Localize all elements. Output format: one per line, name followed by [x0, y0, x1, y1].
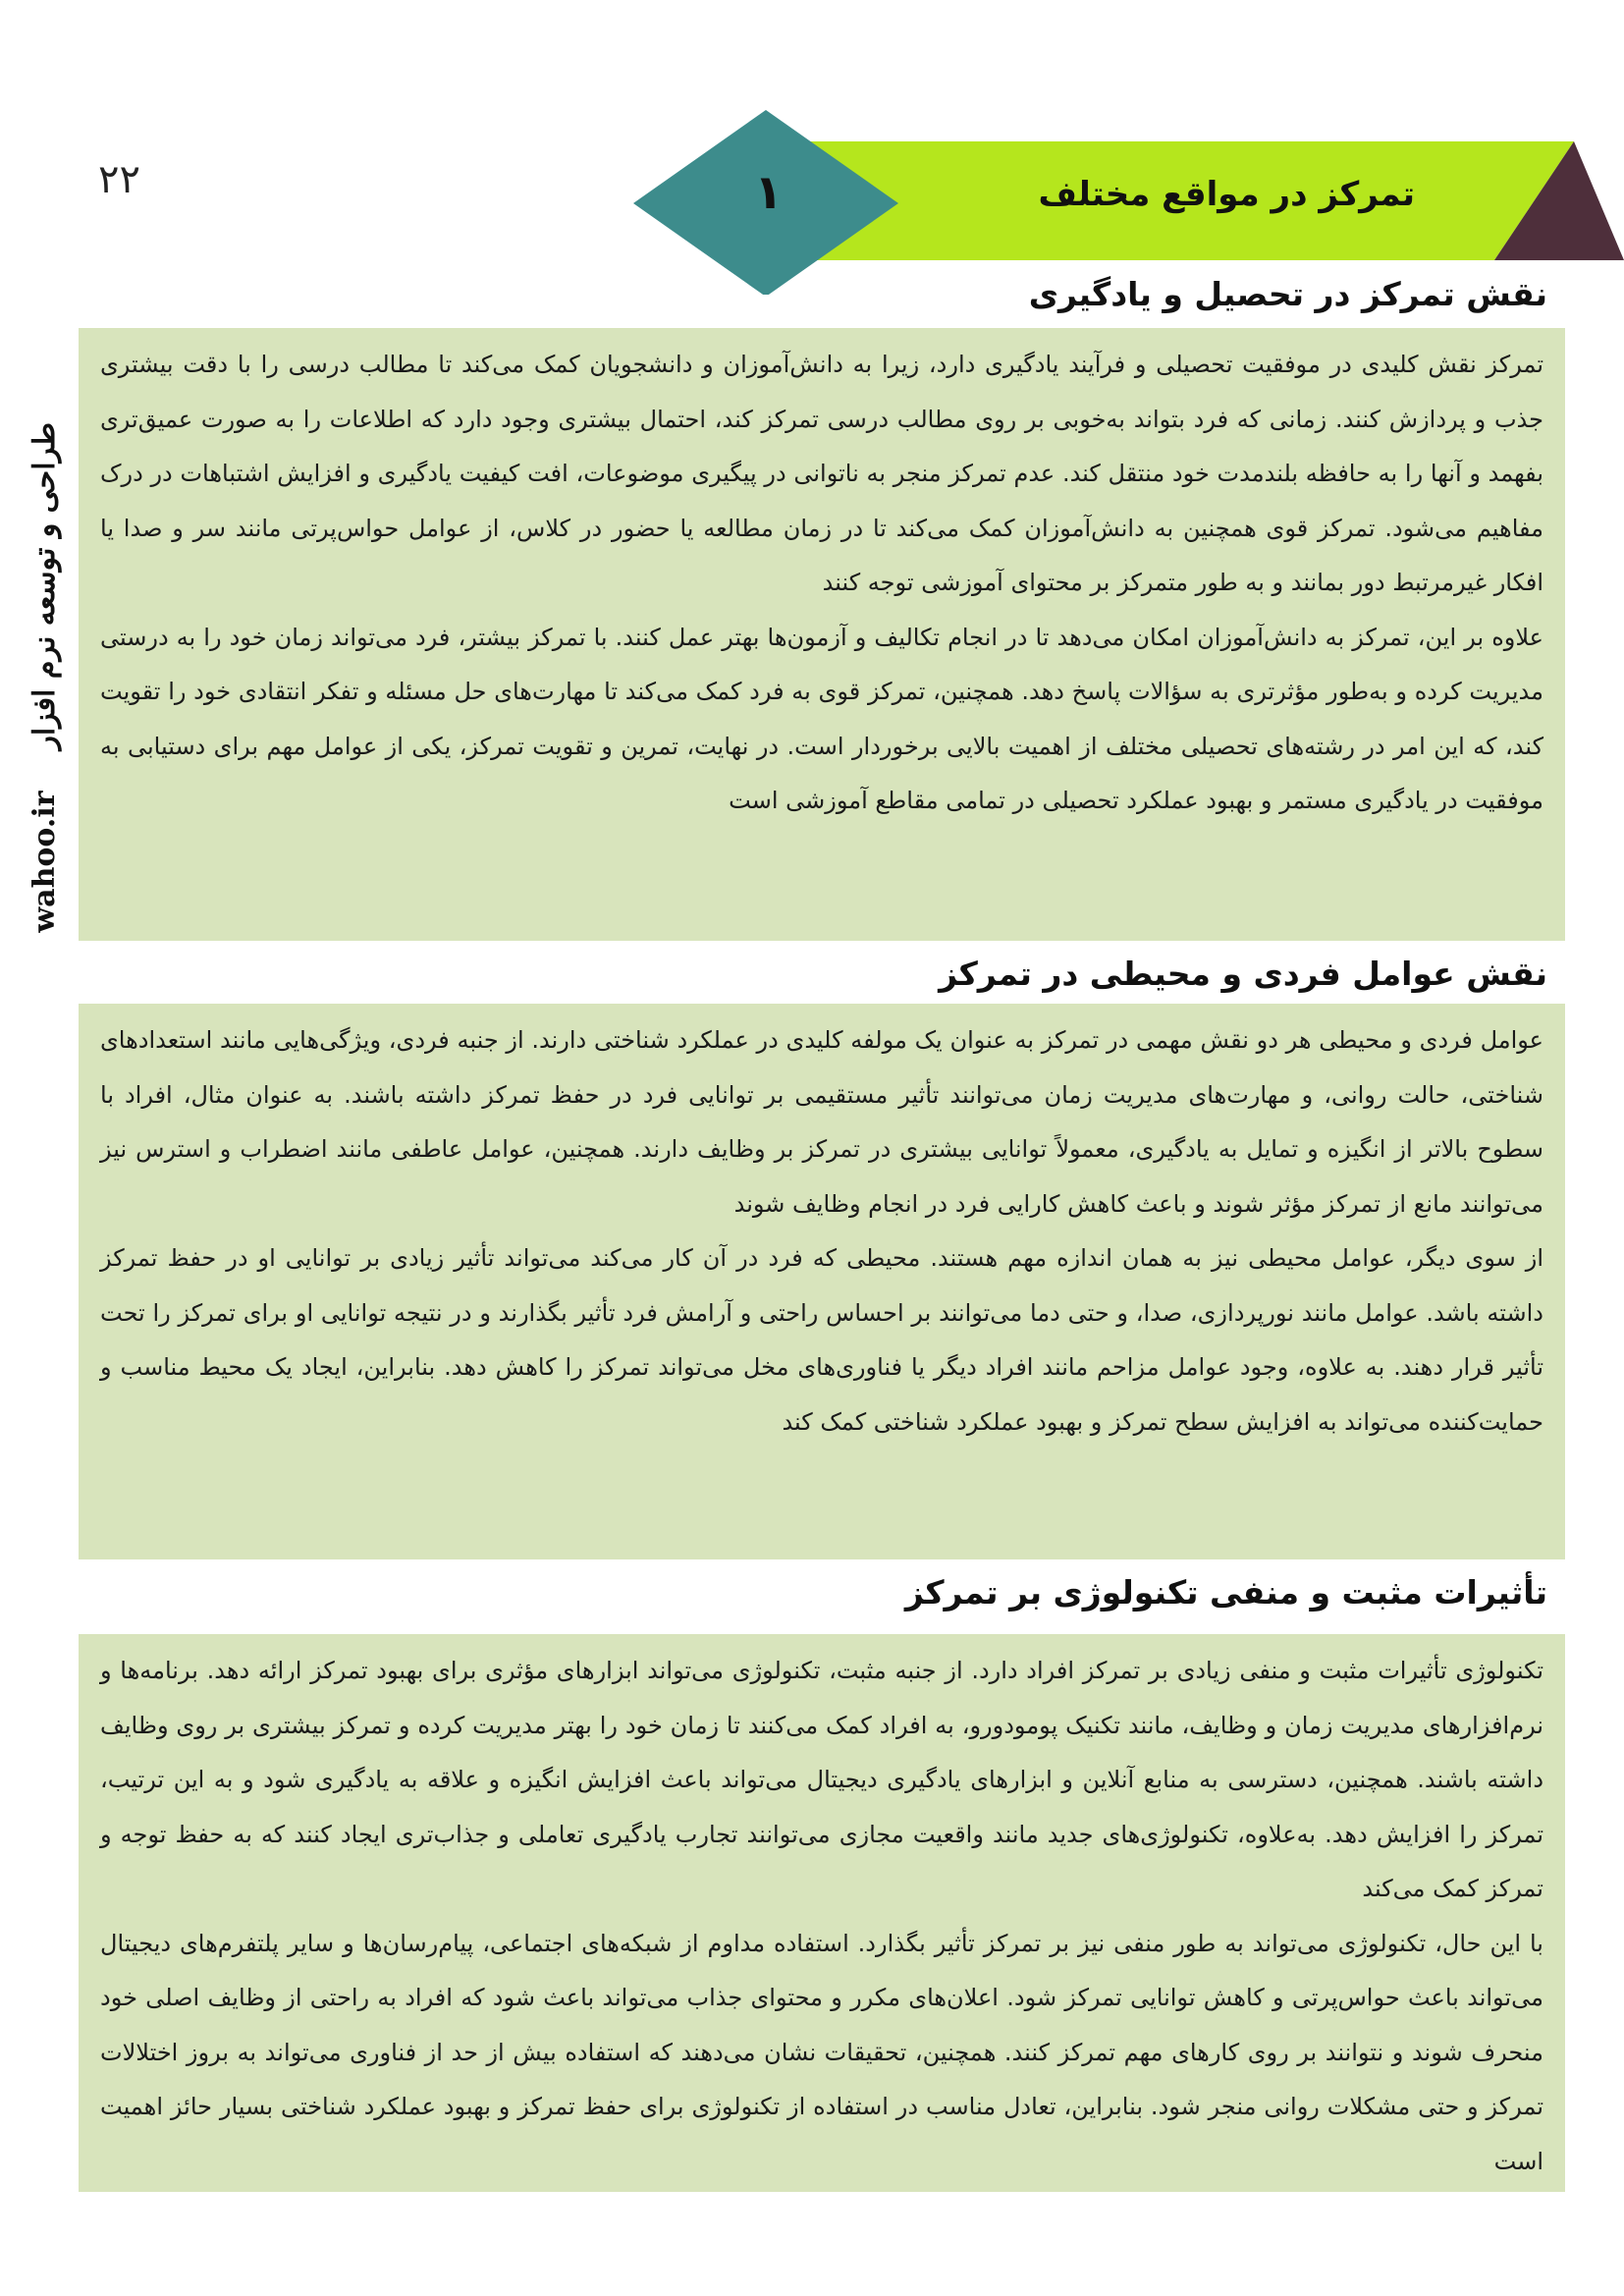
header-band — [0, 0, 1624, 295]
paragraph: علاوه بر این، تمرکز به دانش‌آموزان امکان می‌دهد تا در انجام تکالیف و آزمون‌ها بهتر عمل کنند. با تمرکز بیشتر، فرد می‌تواند زمان خود را به درستی مدیریت کرده و به‌طور مؤثرتری به سؤالات پاسخ دهد. همچنین، تمرکز قوی به فرد کمک می‌کند تا مهارت‌های حل مسئله و تفکر انتقادی خود را تقویت کند، که این امر در رشته‌های تحصیلی مختلف از اهمیت بالایی برخوردار است. در نهایت، تمرین و تقویت تمرکز، یکی از عوامل مهم برای دستیابی به موفقیت در یادگیری مستمر و بهبود عملکرد تحصیلی در تمامی مقاطع آموزشی است — [100, 623, 1543, 814]
brand-site: wahoo.ir — [27, 791, 62, 933]
paragraph: تمرکز نقش کلیدی در موفقیت تحصیلی و فرآیند یادگیری دارد، زیرا به دانش‌آموزان و دانشجویان کمک می‌کند تا مطالب درسی را با دقت بیشتری جذب و پردازش کنند. زمانی که فرد بتواند به‌خوبی بر روی مطالب درسی تمرکز کند، احتمال بیشتری وجود دارد که اطلاعات را به صورت عمیق‌تری بفهمد و آنها را به حافظه بلندمدت خود منتقل کند. عدم تمرکز منجر به ناتوانی در پیگیری موضوعات، افت کیفیت یادگیری و افزایش اشتباهات در درک مفاهیم می‌شود. تمرکز قوی همچنین به دانش‌آموزان کمک می‌کند تا در زمان مطالعه یا حضور در کلاس، از عوامل حواس‌پرتی مانند سر و صدا یا افکار غیرمرتبط دور بمانند و به طور متمرکز بر محتوای آموزشی توجه کنند — [100, 351, 1543, 596]
paragraph: با این حال، تکنولوژی می‌تواند به طور منفی نیز بر تمرکز تأثیر بگذارد. استفاده مداوم از شبکه‌های اجتماعی، پیام‌رسان‌ها و سایر پلتفرم‌های دیجیتال می‌تواند باعث حواس‌پرتی و کاهش توانایی تمرکز شود. اعلان‌های مکرر و محتوای جذاب می‌تواند باعث شود که افراد به راحتی از وظایف اصلی خود منحرف شوند و نتوانند بر روی کارهای مهم تمرکز کنند. همچنین، تحقیقات نشان می‌دهند که استفاده بیش از حد از فناوری می‌تواند به بروز اختلالات تمرکز و حتی مشکلات روانی منجر شود. بنابراین، تعادل مناسب در استفاده از تکنولوژی برای حفظ تمرکز و بهبود عملکرد شناختی بسیار حائز اهمیت است — [100, 1929, 1543, 2175]
section-box-technology — [79, 1634, 1565, 2192]
paragraph: از سوی دیگر، عوامل محیطی نیز به همان اندازه مهم هستند. محیطی که فرد در آن کار می‌کند می‌تواند تأثیر زیادی بر توانایی او در حفظ تمرکز داشته باشد. عوامل مانند نورپردازی، صدا، و حتی دما می‌توانند بر احساس راحتی و آرامش فرد تأثیر بگذارند و در نتیجه توانایی او برای تمرکز را تحت تأثیر قرار دهند. به علاوه، وجود عوامل مزاحم مانند افراد دیگر یا فناوری‌های مخل می‌تواند تمرکز را کاهش دهد. بنابراین، ایجاد یک محیط مناسب و حمایت‌کننده می‌تواند به افزایش سطح تمرکز و بهبود عملکرد شناختی کمک کند — [100, 1244, 1543, 1436]
paragraph: عوامل فردی و محیطی هر دو نقش مهمی در تمرکز به عنوان یک مولفه کلیدی در عملکرد شناختی دارند. از جنبه فردی، ویژگی‌هایی مانند استعدادهای شناختی، حالت روانی، و مهارت‌های مدیریت زمان می‌توانند تأثیر مستقیمی بر توانایی فرد در حفظ تمرکز داشته باشند. به عنوان مثال، افراد با سطوح بالاتر از انگیزه و تمایل به یادگیری، معمولاً توانایی بیشتری در تمرکز بر وظایف دارند. همچنین، عوامل عاطفی مانند اضطراب و استرس نیز می‌توانند مانع از تمرکز مؤثر شوند و باعث کاهش کارایی فرد در انجام وظایف شوند — [100, 1026, 1543, 1218]
section-title-technology: تأثیرات مثبت و منفی تکنولوژی بر تمرکز — [904, 1573, 1547, 1612]
page-number: ۲۲ — [98, 157, 140, 202]
chapter-number: ۱ — [754, 165, 784, 220]
section-title-study: نقش تمرکز در تحصیل و یادگیری — [1028, 275, 1547, 313]
chapter-title: تمرکز در مواقع مختلف — [1038, 175, 1415, 214]
side-brand — [22, 422, 67, 933]
section-title-factors: نقش عوامل فردی و محیطی در تمرکز — [939, 955, 1547, 993]
paragraph: تکنولوژی تأثیرات مثبت و منفی زیادی بر تمرکز افراد دارد. از جنبه مثبت، تکنولوژی می‌تواند ابزارهای مؤثری برای بهبود تمرکز ارائه دهد. برنامه‌ها و نرم‌افزارهای مدیریت زمان و وظایف، مانند تکنیک پومودورو، به افراد کمک می‌کنند تا زمان خود را بهتر مدیریت کرده و تمرکز بیشتری بر روی وظایف داشته باشند. همچنین، دسترسی به منابع آنلاین و ابزارهای یادگیری دیجیتال می‌تواند باعث افزایش انگیزه و علاقه به یادگیری شود و به این ترتیب، تمرکز را افزایش دهد. به‌علاوه، تکنولوژی‌های جدید مانند واقعیت مجازی می‌توانند تجارب یادگیری تعاملی و جذاب‌تری ایجاد کنند که به حفظ توجه و تمرکز کمک می‌کند — [100, 1657, 1543, 1902]
brand-tagline: طراحی و توسعه نرم افزار — [27, 422, 62, 750]
section-box-study — [79, 328, 1565, 941]
section-box-factors — [79, 1004, 1565, 1559]
